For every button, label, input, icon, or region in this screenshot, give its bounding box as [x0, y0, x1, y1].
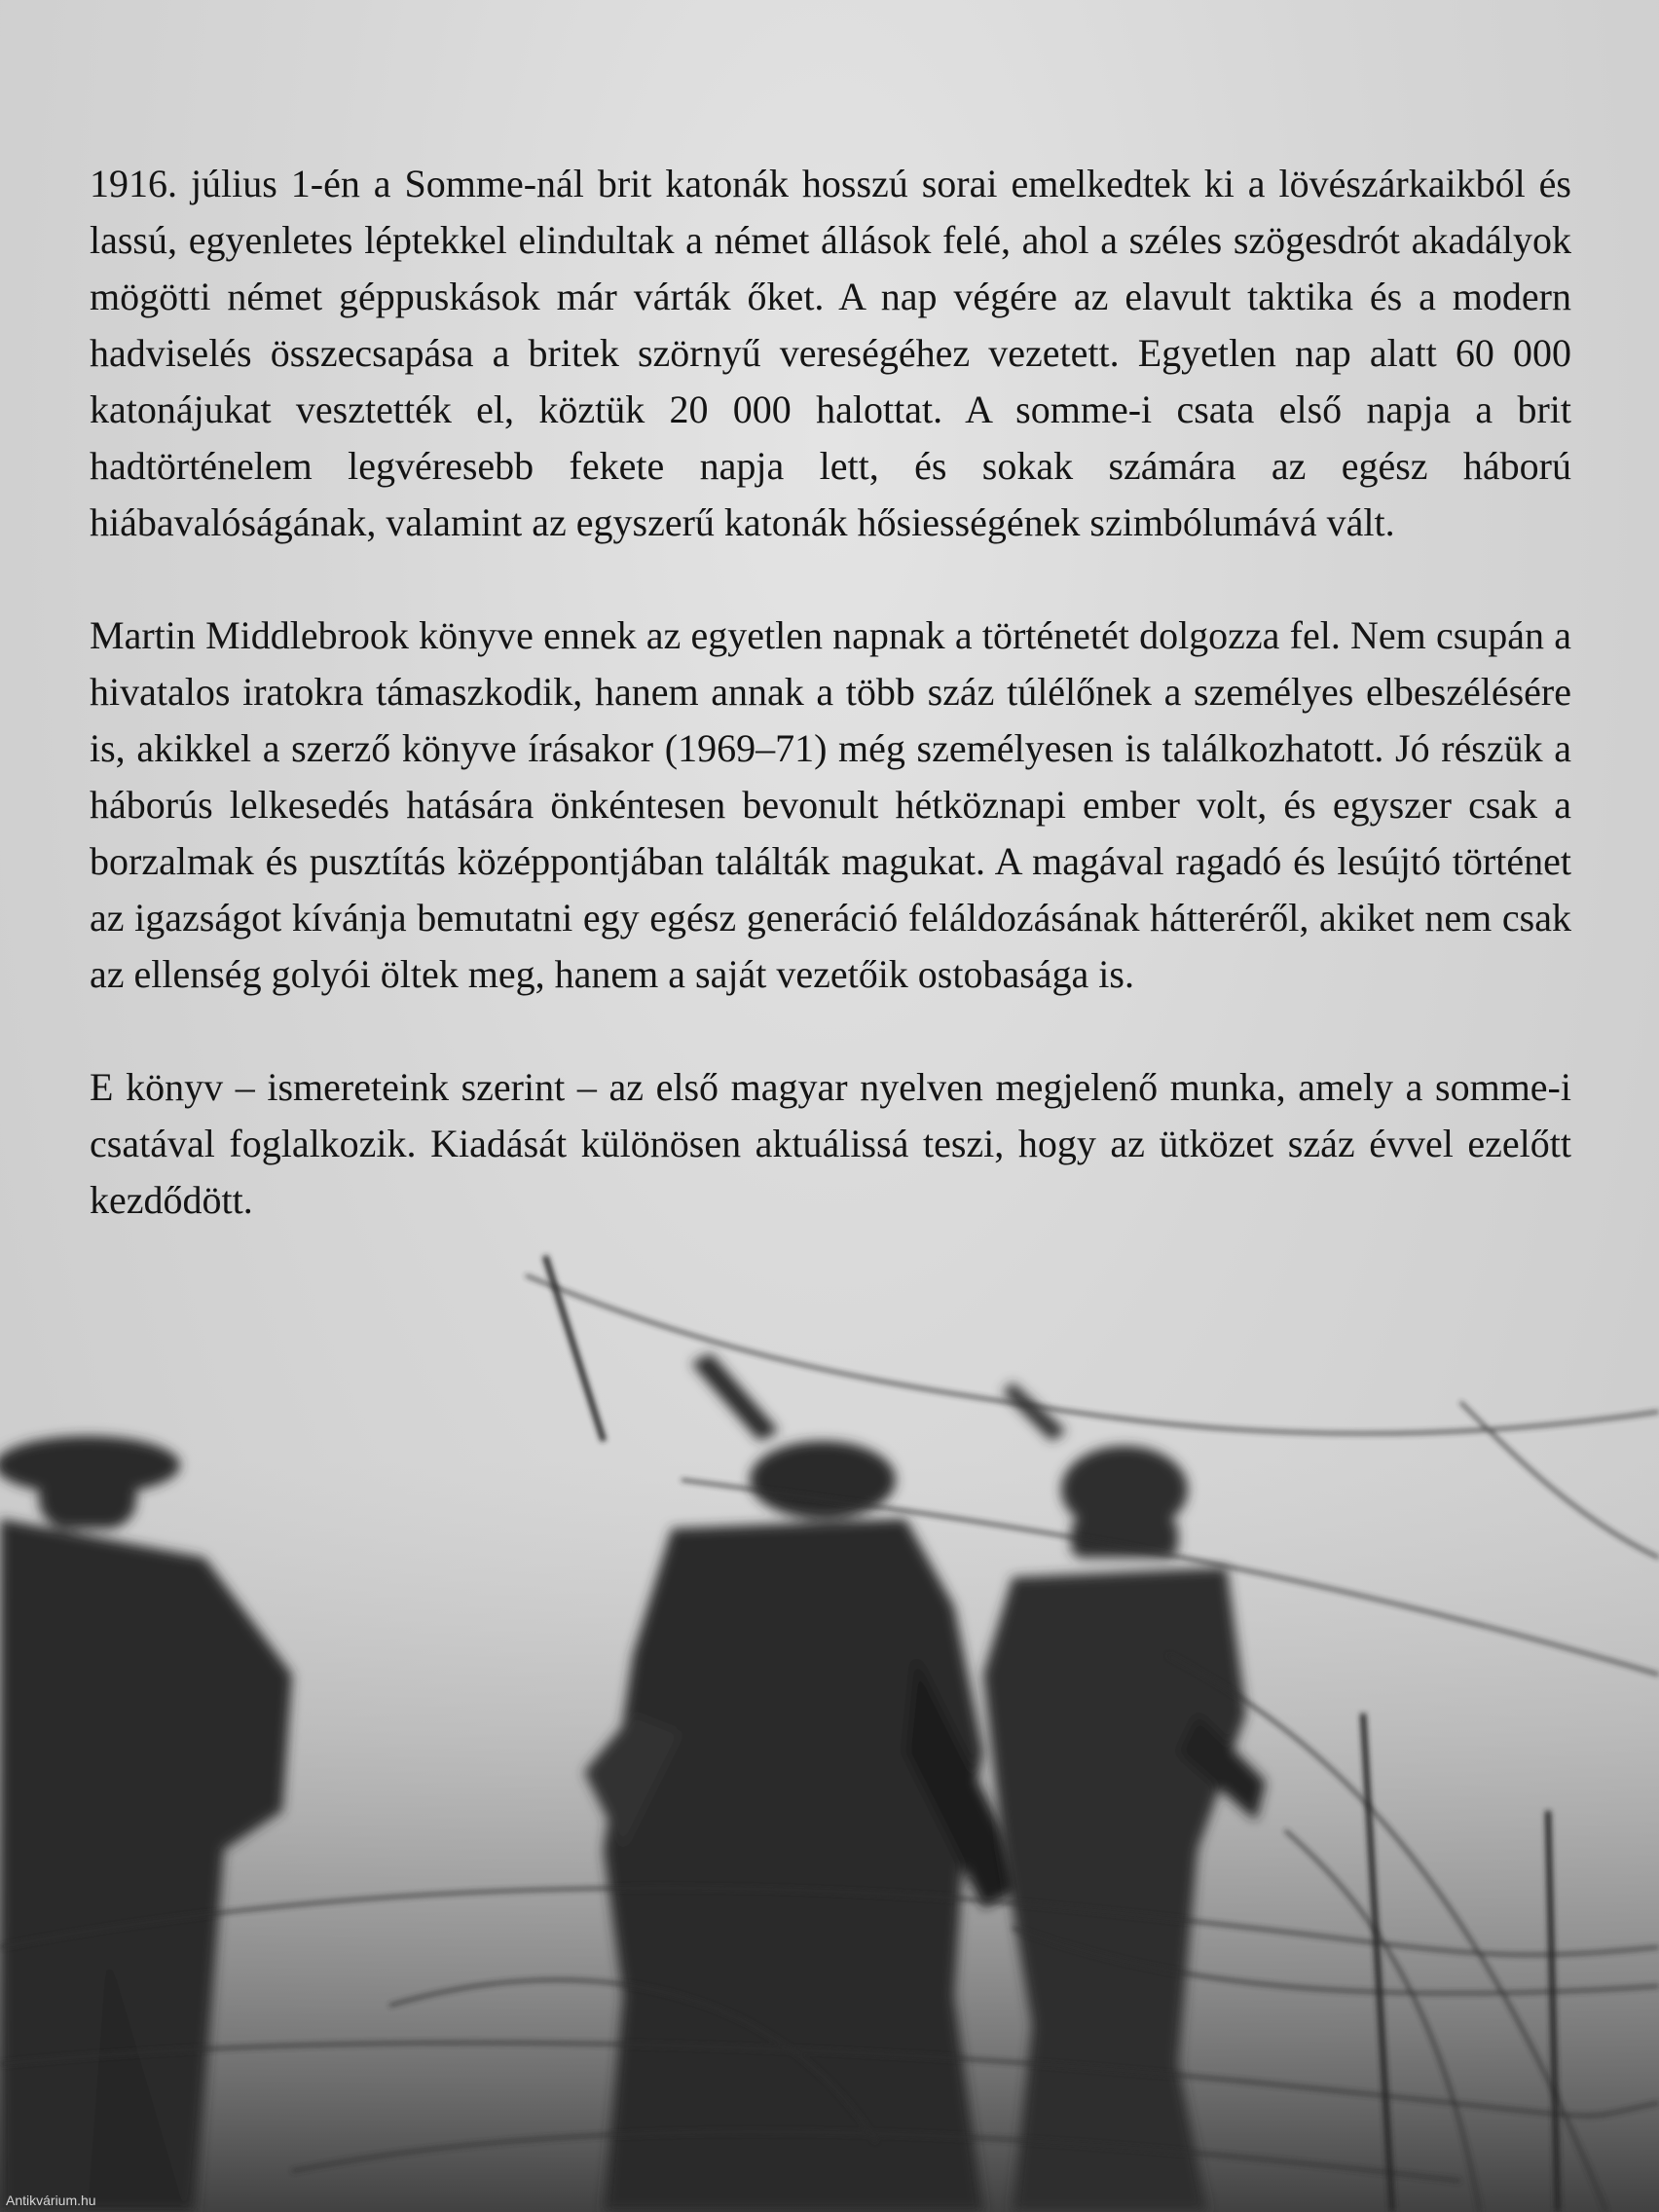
blurb-paragraph-3: E könyv – ismereteink szerint – az első magyar nyelven megjelenő munka, amely a somme-i csatával foglalkozik. Kiadását különösen aktuálissá teszi, hogy az ütközet száz évvel ezelőtt kezdődött. — [90, 1065, 1571, 1222]
blurb-paragraph-1: 1916. július 1-én a Somme-nál brit katonák hosszú sorai emelkedtek ki a lövészárkaikból és lassú, egyenletes léptekkel elindultak a német állások felé, ahol a széles szögesdrót akadályok mögötti német géppuskások már várták őket. A nap végére az elavult taktika és a modern hadviselés összecsapása a britek szörnyű vereségéhez vezetett. Egyetlen nap alatt 60 000 katonájukat vesztették el, köztük 20 000 halottat. A somme-i csata első napja a brit hadtörténelem legvéresebb fekete napja lett, és sokak számára az egész háború hiábavalóságának, valamint az egyszerű katonák hősiességének szimbólumává vált. — [90, 162, 1571, 544]
watermark: Antikvárium.hu — [6, 2193, 96, 2208]
back-cover-blurb — [90, 156, 1571, 1229]
blurb-paragraph-2: Martin Middlebrook könyve ennek az egyetlen napnak a történetét dolgozza fel. Nem csupán a hivatalos iratokra támaszkodik, hanem annak a több száz túlélőnek a személyes elbeszélésére is, akikkel a szerző könyve írásakor (1969–71) még személyesen is találkozhatott. Jó részük a háborús lelkesedés hatására önkéntesen bevonult hétköznapi ember volt, és egyszer csak a borzalmak és pusztítás középpontjában találták magukat. A magával ragadó és lesújtó történet az igazságot kívánja bemutatni egy egész generáció feláldozásának hátteréről, akiket nem csak az ellenség golyói öltek meg, hanem a saját vezetőik ostobasága is. — [90, 613, 1571, 996]
